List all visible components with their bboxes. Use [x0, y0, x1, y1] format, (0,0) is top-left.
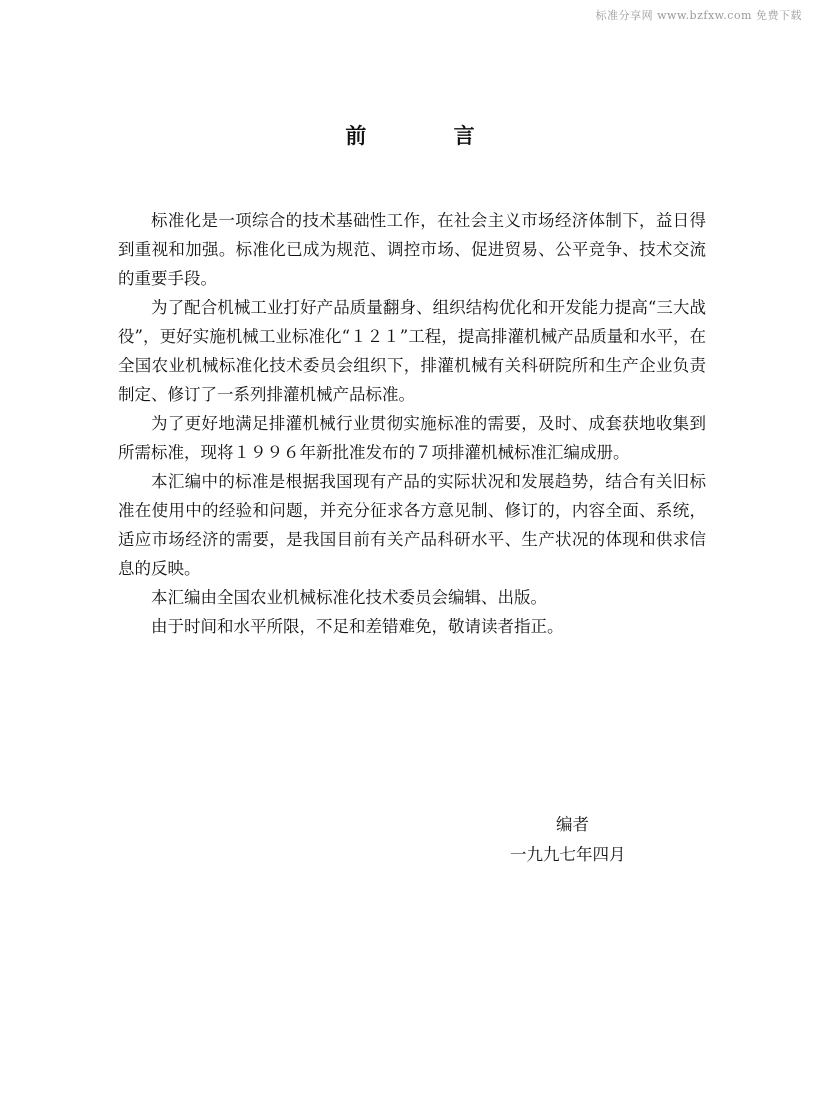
signature-date: 一九九七年四月	[510, 845, 626, 864]
paragraph-5: 本汇编由全国农业机械标准化技术委员会编辑、出版。	[151, 588, 547, 607]
paragraph-3: 为了更好地满足排灌机械行业贯彻实施标准的需要，及时、成套获地收集到所需标准，现将１９９６年新批准发布的７项排灌机械标准汇编成册。	[118, 414, 706, 462]
paragraph-6: 由于时间和水平所限，不足和差错难免，敬请读者指正。	[151, 617, 564, 636]
paragraph-1: 标准化是一项综合的技术基础性工作，在社会主义市场经济体制下，益日得到重视和加强。标准化已成为规范、调控市场、促进贸易、公平竞争、技术交流的重要手段。	[118, 211, 706, 288]
paragraph-2: 为了配合机械工业打好产品质量翻身、组织结构优化和开发能力提高“三大战役”，更好实施机械工业标准化“１２１”工程，提高排灌机械产品质量和水平，在全国农业机械标准化技术委员会组织下，排灌机械有关科研院所和生产企业负责制定、修订了一系列排灌机械产品标准。	[118, 298, 706, 404]
paragraph-4: 本汇编中的标准是根据我国现有产品的实际状况和发展趋势，结合有关旧标准在使用中的经验和问题，并充分征求各方意见制、修订的，内容全面、系统，适应市场经济的需要，是我国目前有关产品科研水平、生产状况的体现和供求信息的反映。	[118, 472, 706, 578]
watermark-text: 标准分享网 www.bzfxw.com 免费下载	[595, 9, 802, 22]
page-title: 前 言	[345, 124, 515, 148]
author-signature: 编者	[556, 815, 589, 834]
preface-body	[118, 206, 706, 641]
